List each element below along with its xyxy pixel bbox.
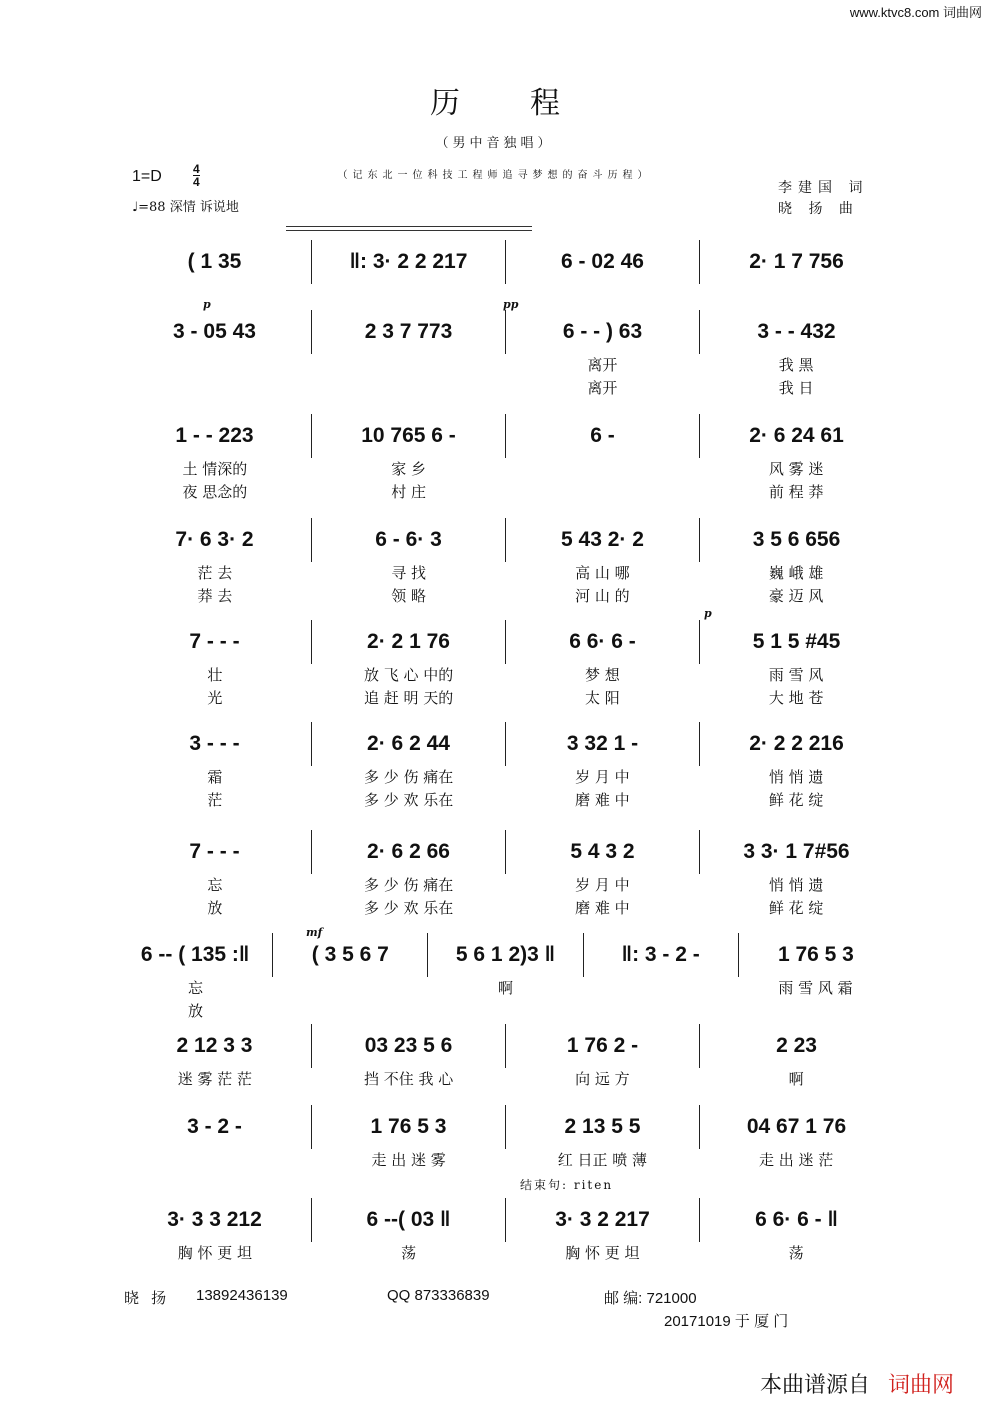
lyric-measure: 鲜 花 绽 [768, 899, 824, 917]
lyric-measure: 啊 [788, 1070, 804, 1088]
lyric-measure [312, 354, 506, 377]
notes-line [118, 620, 893, 664]
score-system [118, 933, 893, 1023]
score-system [118, 1105, 893, 1172]
measure: 2· 2 1 76 [311, 620, 505, 664]
score-system [118, 1024, 893, 1091]
notes-line [118, 1105, 893, 1149]
lyric-measure: 放 [187, 1002, 203, 1020]
lyric-measure: 磨 难 中 [575, 899, 630, 917]
ending-note: 结束句: riten [520, 1178, 614, 1192]
lyric-measure: 放 飞 心 中的 [363, 666, 454, 684]
lyric-measure: 霜 [207, 768, 223, 786]
lyric-measure [118, 354, 312, 377]
lyric-measure: 家 乡 [391, 460, 427, 478]
lyric-measure: 我 黑 [778, 356, 814, 374]
measure: 3· 3 3 212 [167, 1208, 262, 1231]
notes-line [118, 1198, 893, 1242]
lyric-measure: 茫 去 [197, 564, 233, 582]
lyric-measure [583, 977, 738, 1000]
measure: 6 - 02 46 [505, 240, 699, 284]
notes-line [118, 1024, 893, 1068]
lyrics-line [118, 458, 893, 481]
lyric-measure: 雨 雪 风 [768, 666, 824, 684]
lyric-measure: 夜 思念的 [182, 483, 248, 501]
measure: ( 1 35 [187, 250, 242, 273]
lyrics-line [118, 1000, 893, 1023]
dynamic-mf: mf [306, 926, 323, 939]
credits [778, 178, 868, 220]
measure: 1 76 5 3 [738, 933, 893, 977]
measure: 3 3· 1 7#56 [699, 830, 893, 874]
lyric-measure [273, 1000, 428, 1023]
measure: 5 1 5 #45 [699, 620, 893, 664]
measure: 6 --( 03 ‖ [311, 1198, 505, 1242]
lyric-measure: 磨 难 中 [575, 791, 630, 809]
measure: 3 32 1 - [505, 722, 699, 766]
lyric-measure: 多 少 欢 乐在 [363, 791, 454, 809]
lyricist: 李建国 词 [778, 180, 869, 196]
lyric-measure: 巍 峨 雄 [768, 564, 824, 582]
source-brand: 词曲网 [888, 1372, 955, 1397]
lyric-measure: 胸 怀 更 坦 [177, 1244, 253, 1262]
measure: 3· 3 2 217 [505, 1198, 699, 1242]
measure: 6 - - ) 63 [505, 310, 699, 354]
lyric-measure [273, 977, 428, 1000]
lyrics-line [118, 1068, 893, 1091]
lyric-measure: 领 略 [391, 587, 427, 605]
score-system [118, 414, 893, 504]
phone: 13892436139 [196, 1287, 288, 1304]
score-system [118, 240, 893, 284]
lyric-measure: 忘 [187, 979, 203, 997]
site-watermark: www.ktvc8.com 词曲网 [849, 5, 982, 20]
measure: 3 5 6 656 [699, 518, 893, 562]
lyrics-line [118, 664, 893, 687]
lyric-measure: 莽 去 [197, 587, 233, 605]
lyric-measure: 多 少 伤 痛在 [363, 876, 454, 894]
lyric-measure: 梦 想 [584, 666, 620, 684]
notes-line [118, 310, 893, 354]
notes-line [118, 830, 893, 874]
measure: 7· 6 3· 2 [175, 528, 254, 551]
score-system [118, 1198, 893, 1265]
measure: 3 - - - [189, 732, 240, 755]
lyrics-line [118, 585, 893, 608]
measure: ‖: 3 - 2 - [583, 933, 738, 977]
song-title: 历程 [430, 86, 630, 121]
lyrics-line [118, 766, 893, 789]
score-system [118, 310, 893, 400]
measure: 6 6· 6 - [505, 620, 699, 664]
measure: 2· 2 2 216 [699, 722, 893, 766]
notes-line [118, 518, 893, 562]
score-system [118, 620, 893, 710]
composer: 晓 扬 曲 [778, 201, 859, 217]
measure: 6 - 6· 3 [311, 518, 505, 562]
source-credit [760, 1368, 954, 1399]
dynamic-pp: pp [503, 298, 519, 311]
lyric-measure [583, 1000, 738, 1023]
lyrics-line [118, 377, 893, 400]
lyric-measure: 岁 月 中 [575, 876, 630, 894]
score-system [118, 830, 893, 920]
measure: 1 76 2 - [505, 1024, 699, 1068]
measure: 2· 6 2 66 [311, 830, 505, 874]
lyric-measure: 高 山 哪 [575, 564, 630, 582]
lyric-measure: 胸 怀 更 坦 [565, 1244, 640, 1262]
lyric-measure: 忘 [207, 876, 223, 894]
lyrics-line [118, 1149, 893, 1172]
lyric-measure: 红 日正 喷 薄 [557, 1151, 648, 1169]
measure: 03 23 5 6 [311, 1024, 505, 1068]
score-system [118, 722, 893, 812]
lyric-measure [312, 377, 506, 400]
lyric-measure: 离开 [587, 356, 618, 374]
measure: 3 - 05 43 [173, 320, 256, 343]
time-bottom: 4 [193, 175, 200, 189]
measure: 04 67 1 76 [699, 1105, 893, 1149]
lyric-measure [118, 377, 312, 400]
measure: 2· 6 24 61 [699, 414, 893, 458]
lyric-measure: 土 情深的 [182, 460, 248, 478]
lyric-measure: 向 远 方 [575, 1070, 630, 1088]
lyric-measure: 太 阳 [584, 689, 620, 707]
lyric-measure: 悄 悄 遗 [768, 876, 824, 894]
date-place: 20171019 于 厦 门 [664, 1313, 789, 1330]
measure: 5 43 2· 2 [505, 518, 699, 562]
measure: 2 23 [699, 1024, 893, 1068]
time-top: 4 [193, 162, 200, 176]
lyric-measure: 豪 迈 风 [768, 587, 824, 605]
lyric-measure [506, 481, 700, 504]
crescendo-mark [286, 226, 532, 231]
measure: 5 6 1 2)3 ‖ [427, 933, 582, 977]
measure: 2 12 3 3 [176, 1034, 253, 1057]
arranger-name: 晓 扬 [124, 1290, 171, 1307]
notes-line [118, 414, 893, 458]
measure: 7 - - - [189, 630, 240, 653]
measure: 2· 1 7 756 [699, 240, 893, 284]
lyric-measure [738, 1000, 893, 1023]
measure: 7 - - - [189, 840, 240, 863]
lyrics-line [118, 977, 893, 1000]
measure: 6 -- ( 135 :‖ [140, 943, 250, 966]
lyric-measure: 岁 月 中 [575, 768, 630, 786]
notes-line [118, 240, 893, 284]
measure: 1 76 5 3 [311, 1105, 505, 1149]
lyrics-line [118, 562, 893, 585]
lyrics-line [118, 789, 893, 812]
lyrics-line [118, 481, 893, 504]
lyric-measure: 风 雾 迷 [768, 460, 824, 478]
tempo-marking: ♩=88 深情 诉说地 [132, 200, 239, 215]
lyric-measure: 鲜 花 绽 [768, 791, 824, 809]
measure: 6 - [505, 414, 699, 458]
lyric-measure [118, 1149, 312, 1172]
lyric-measure: 前 程 莽 [768, 483, 824, 501]
lyric-measure: 大 地 苍 [768, 689, 824, 707]
measure: ( 3 5 6 7 [272, 933, 427, 977]
lyric-measure: 荡 [788, 1244, 804, 1262]
lyric-measure [428, 1000, 583, 1023]
lyric-measure: 迷 雾 茫 茫 [177, 1070, 253, 1088]
key-signature: 1=D [132, 168, 162, 185]
measure: 5 4 3 2 [505, 830, 699, 874]
dynamic-p: p [203, 298, 211, 311]
lyrics-line [118, 897, 893, 920]
lyrics-line [118, 354, 893, 377]
measure: 3 - - 432 [699, 310, 893, 354]
measure: 2 13 5 5 [505, 1105, 699, 1149]
lyric-measure [506, 458, 700, 481]
lyric-measure: 村 庄 [391, 483, 427, 501]
lyric-measure: 啊 [497, 979, 513, 997]
lyric-measure: 荡 [401, 1244, 417, 1262]
measure: 1 - - 223 [175, 424, 254, 447]
measure: 6 6· 6 - ‖ [699, 1198, 893, 1242]
notes-line [118, 933, 893, 977]
lyric-measure: 离开 [587, 379, 618, 397]
lyric-measure: 河 山 的 [575, 587, 630, 605]
lyric-measure: 寻 找 [391, 564, 427, 582]
measure: ‖: 3· 2 2 217 [311, 240, 505, 284]
lyric-measure: 放 [207, 899, 223, 917]
lyric-measure: 多 少 欢 乐在 [363, 899, 454, 917]
lyric-measure: 走 出 迷 茫 [758, 1151, 834, 1169]
lyric-measure: 雨 雪 风 霜 [778, 979, 853, 997]
dynamic-p: p [704, 607, 712, 620]
lyric-measure: 光 [207, 689, 223, 707]
lyric-measure: 追 赶 明 天的 [363, 689, 454, 707]
postcode: 邮 编: 721000 [604, 1290, 697, 1307]
lyric-measure: 多 少 伤 痛在 [363, 768, 454, 786]
lyrics-line [118, 1242, 893, 1265]
lyric-measure: 悄 悄 遗 [768, 768, 824, 786]
lyric-measure: 茫 [207, 791, 223, 809]
measure: 2· 6 2 44 [311, 722, 505, 766]
description: （记东北一位科技工程师追寻梦想的奋斗历程） [337, 170, 653, 181]
time-signature [193, 163, 200, 188]
notes-line [118, 722, 893, 766]
lyrics-line [118, 687, 893, 710]
lyric-measure: 挡 不住 我 心 [363, 1070, 454, 1088]
lyric-measure: 走 出 迷 雾 [371, 1151, 446, 1169]
lyric-measure: 我 日 [778, 379, 814, 397]
source-prefix: 本曲谱源自 [760, 1372, 871, 1397]
lyric-measure: 壮 [207, 666, 223, 684]
measure: 3 - 2 - [187, 1115, 242, 1138]
measure: 2 3 7 773 [311, 310, 505, 354]
score-system [118, 518, 893, 608]
measure: 10 765 6 - [311, 414, 505, 458]
qq: QQ 873336839 [387, 1287, 490, 1304]
lyrics-line [118, 874, 893, 897]
subtitle: （男中音独唱） [435, 136, 555, 151]
